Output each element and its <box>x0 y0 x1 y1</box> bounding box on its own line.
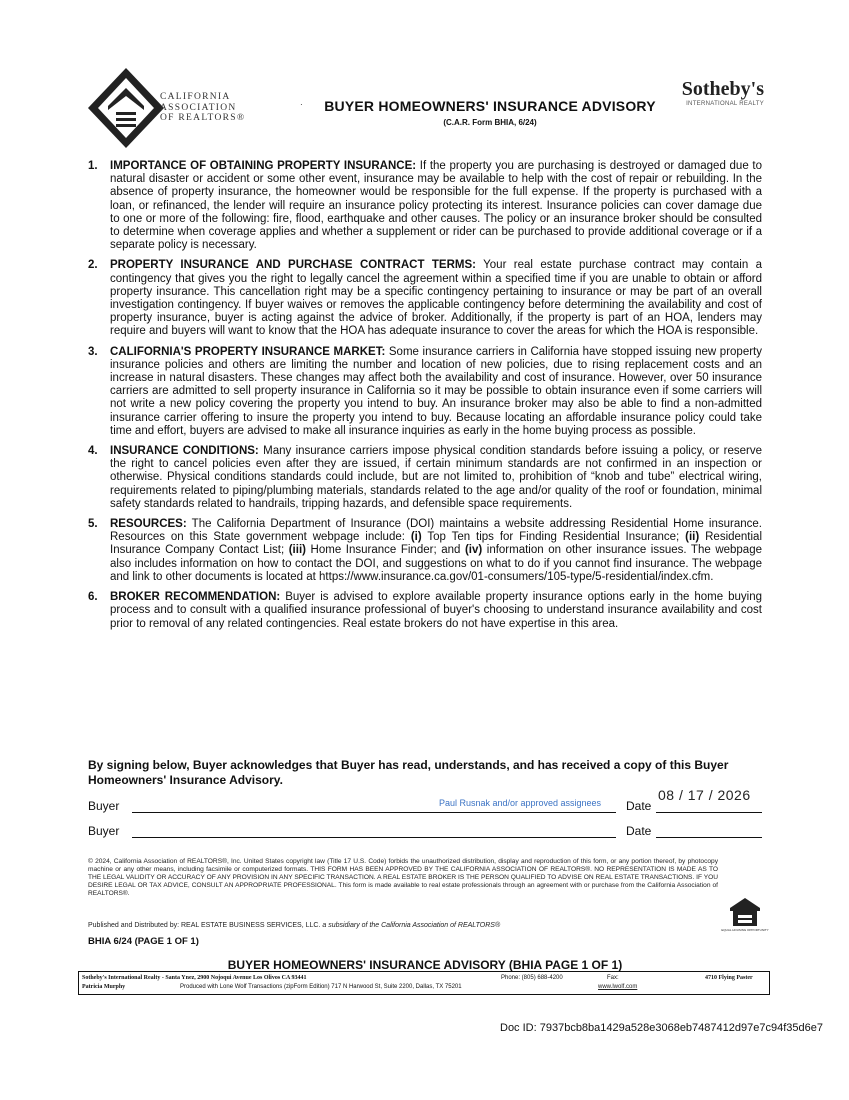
section-body: Your real estate purchase contract may contain a contingency that gives you the right to legally cancel the agreement within a specified time if you are unable to obtain or afford property insurance. This cancellation right may be a specific contingency pertaining to insurance or may be part of an overall investigation contingency. If buyer waives or removes the applicable contingency before determining the availability and cost of property insurance, buyer is acting against the advice of broker. Additionally, if the property is part of an HOA, lenders may require and buyers will want to know that the HOA has adequate insurance to cover the areas for which the HOA is responsible. <box>110 259 762 338</box>
buyer-label: Buyer <box>88 799 120 813</box>
section-text <box>110 346 762 438</box>
section-contract-terms <box>88 259 762 338</box>
doc-id: Doc ID: 7937bcb8ba1429a528e3068eb7487412d97e7c94f35d6e7 <box>500 1022 823 1034</box>
page-title: BUYER HOMEOWNERS' INSURANCE ADVISORY <box>324 98 656 114</box>
section-body: The California Department of Insurance (DOI) maintains a website addressing Residential Home insurance. Resources on this State government webpage include: <box>110 518 762 544</box>
office-phone: Phone: (805) 688-4200 <box>501 975 563 981</box>
list-marker: (iii) <box>288 544 306 557</box>
section-number: 2. <box>88 259 98 272</box>
section-text <box>110 259 762 338</box>
car-logo-text: CALIFORNIA ASSOCIATION OF REALTORS® <box>160 92 246 123</box>
publisher-text: Published and Distributed by: REAL ESTATE BUSINESS SERVICES, LLC. <box>88 922 321 929</box>
section-broker-recommendation <box>88 591 762 631</box>
section-resources <box>88 518 762 584</box>
office-fax: Fax: <box>607 975 619 981</box>
section-heading: INSURANCE CONDITIONS: <box>110 445 259 458</box>
section-heading: CALIFORNIA'S PROPERTY INSURANCE MARKET: <box>110 345 386 358</box>
sothebys-logo-sub: INTERNATIONAL REALTY <box>686 101 764 107</box>
section-importance <box>88 160 762 252</box>
section-body: Buyer is advised to explore available property insurance options early in the home buying process and to consult with a qualified insurance professional of buyer's choosing to understand insurance availability and cost prior to removal of any related contingencies. Real estate brokers do not have expertise in this area. <box>110 591 763 630</box>
lwolf-link[interactable]: www.lwolf.com <box>598 984 638 990</box>
section-number: 1. <box>88 160 98 172</box>
produced-with: Produced with Lone Wolf Transactions (zipForm Edition) 717 N Harwood St, Suite 2200, Dallas, TX 75201 <box>180 984 462 990</box>
date-label: Date <box>626 799 652 813</box>
section-body: Home Insurance Finder; and <box>305 544 465 557</box>
form-code: (C.A.R. Form BHIA, 6/24) <box>443 118 537 127</box>
section-body: Some insurance carriers in California have stopped issuing new property insurance policies and others are limiting the number and location of new policies, due to rising replacement costs and an increase in natural disasters. These changes may affect both the availability and cost of insurance. However, over 50 insurance carriers are admitted to sell property insurance in California so it may be possible to obtain insurance even if some carriers will not write a new policy covering the property you intend to buy. An insurance broker may also be able to find a non-admitted insurance carrier offering to insure the property you intend to buy. Because locating an affordable insurance policy could take time and effort, buyers are advised to make all insurance inquiries as early in the home buying process as possible. <box>110 345 762 437</box>
date-line[interactable] <box>656 812 762 813</box>
page-code: BHIA 6/24 (PAGE 1 OF 1) <box>88 936 199 947</box>
section-heading: RESOURCES: <box>110 518 187 531</box>
buyer-label: Buyer <box>88 824 120 838</box>
section-text <box>110 160 762 252</box>
section-number: 3. <box>88 345 98 358</box>
sothebys-logo: Sotheby's <box>681 78 764 100</box>
section-heading: PROPERTY INSURANCE AND PURCHASE CONTRACT TERMS: <box>110 259 476 272</box>
section-conditions <box>88 445 762 511</box>
section-text <box>110 591 762 631</box>
copyright-notice: © 2024, California Association of REALTORS®, Inc. United States copyright law (Title 17 U.S. Code) forbids the unauthorized distribution, display and reproduction of this form, or any portion thereof, by photocopy machine or any other means, including facsimile or computerized formats. THIS FORM HAS BEEN APPROVED BY THE CALIFORNIA ASSOCIATION OF REALTORS®. NO REPRESENTATION IS MADE AS TO THE LEGAL VALIDITY OR ACCURACY OF ANY PROVISION IN ANY SPECIFIC TRANSACTION. A REAL ESTATE BROKER IS THE PERSON QUALIFIED TO ADVISE ON REAL ESTATE TRANSACTIONS. IF YOU DESIRE LEGAL OR TAX ADVICE, CONSULT AN APPROPRIATE PROFESSIONAL. This form is made available to real estate professionals through an agreement with or purchase from the California Association of REALTORS®. <box>88 858 718 897</box>
section-body: Many insurance carriers impose physical condition standards before issuing a policy, or reserve the right to cancel policies even after they are issued, if certain minimum standards are not confirmed in an inspection or otherwise. Physical conditions standards could include, but are not limited to, prohibition of “knob and tube” electrical wiring, requirements related to piping/plumbing materials, standards related to the age and/or quality of the roof or foundation, minimal safety standards related to handrails, tripping hazards, and defensible space requirements. <box>110 445 762 510</box>
property-name: 4710 Flying Paster <box>705 975 753 981</box>
section-heading: IMPORTANCE OF OBTAINING PROPERTY INSURANCE: <box>110 160 417 172</box>
list-marker: (i) <box>410 531 422 544</box>
office-address: Sotheby's International Realty - Santa Ynez, 2900 Nojoqui Avenue Los Olivos CA 93441 <box>82 975 307 981</box>
section-text <box>110 445 762 511</box>
date-value[interactable]: 08 / 17 / 2026 <box>658 787 751 803</box>
agent-name: Patricia Murphy <box>82 984 126 990</box>
section-number: 5. <box>88 518 98 531</box>
date-label: Date <box>626 824 652 838</box>
header-dot: · <box>300 100 303 109</box>
list-marker: (iv) <box>464 544 483 557</box>
advisory-sections <box>88 160 762 638</box>
footer-title: BUYER HOMEOWNERS' INSURANCE ADVISORY (BHIA PAGE 1 OF 1) <box>227 958 623 972</box>
publisher-sub: a subsidiary of the California Association of REALTORS® <box>322 922 501 929</box>
list-marker: (ii) <box>685 531 700 544</box>
section-number: 4. <box>88 445 98 458</box>
equal-housing-icon <box>721 896 769 936</box>
assignee-text: Paul Rusnak and/or approved assignees <box>438 798 602 808</box>
acknowledgement: By signing below, Buyer acknowledges that Buyer has read, understands, and has received a copy of this Buyer Homeowners' Insurance Advisory. <box>88 758 729 787</box>
section-heading: BROKER RECOMMENDATION: <box>110 591 281 604</box>
section-market <box>88 346 762 438</box>
car-logo-icon <box>86 66 166 150</box>
section-body: Residential Insurance Company Contact List; <box>110 531 763 557</box>
section-body: Top Ten tips for Finding Residential Insurance; <box>421 531 686 544</box>
section-body: information on other insurance issues. The webpage also includes information on how to contact the DOI, and suggestions on what to do if you cannot find insurance. The webpage and link to other documents is located at https://www.insurance.ca.gov/01-consumers/105-type/5-residential/index.cfm. <box>110 544 762 583</box>
section-body: If the property you are purchasing is destroyed or damaged due to natural disaster or accident or some other event, insurance may be available to help with the cost of repair or rebuilding. In the absence of property insurance, the homeowner would be responsible for the full expense. If the property is purchased with a loan, or refinanced, the lender will require an insurance policy protecting its interest. Insurance policies can cover damage due to one or more of the following: fire, flood, earthquake and other causes. The policy or an insurance broker should be consulted to determine when coverage applies and whether a supplement or rider can be purchased to provide additional coverage or if a separate policy is necessary. <box>110 160 762 252</box>
date-line[interactable] <box>656 837 762 838</box>
section-text <box>110 518 762 584</box>
eho-label: EQUAL HOUSING OPPORTUNITY <box>721 928 769 932</box>
section-number: 6. <box>88 591 98 604</box>
publisher-line <box>88 922 718 929</box>
buyer-signature-line[interactable] <box>132 812 616 813</box>
buyer-signature-line[interactable] <box>132 837 616 838</box>
